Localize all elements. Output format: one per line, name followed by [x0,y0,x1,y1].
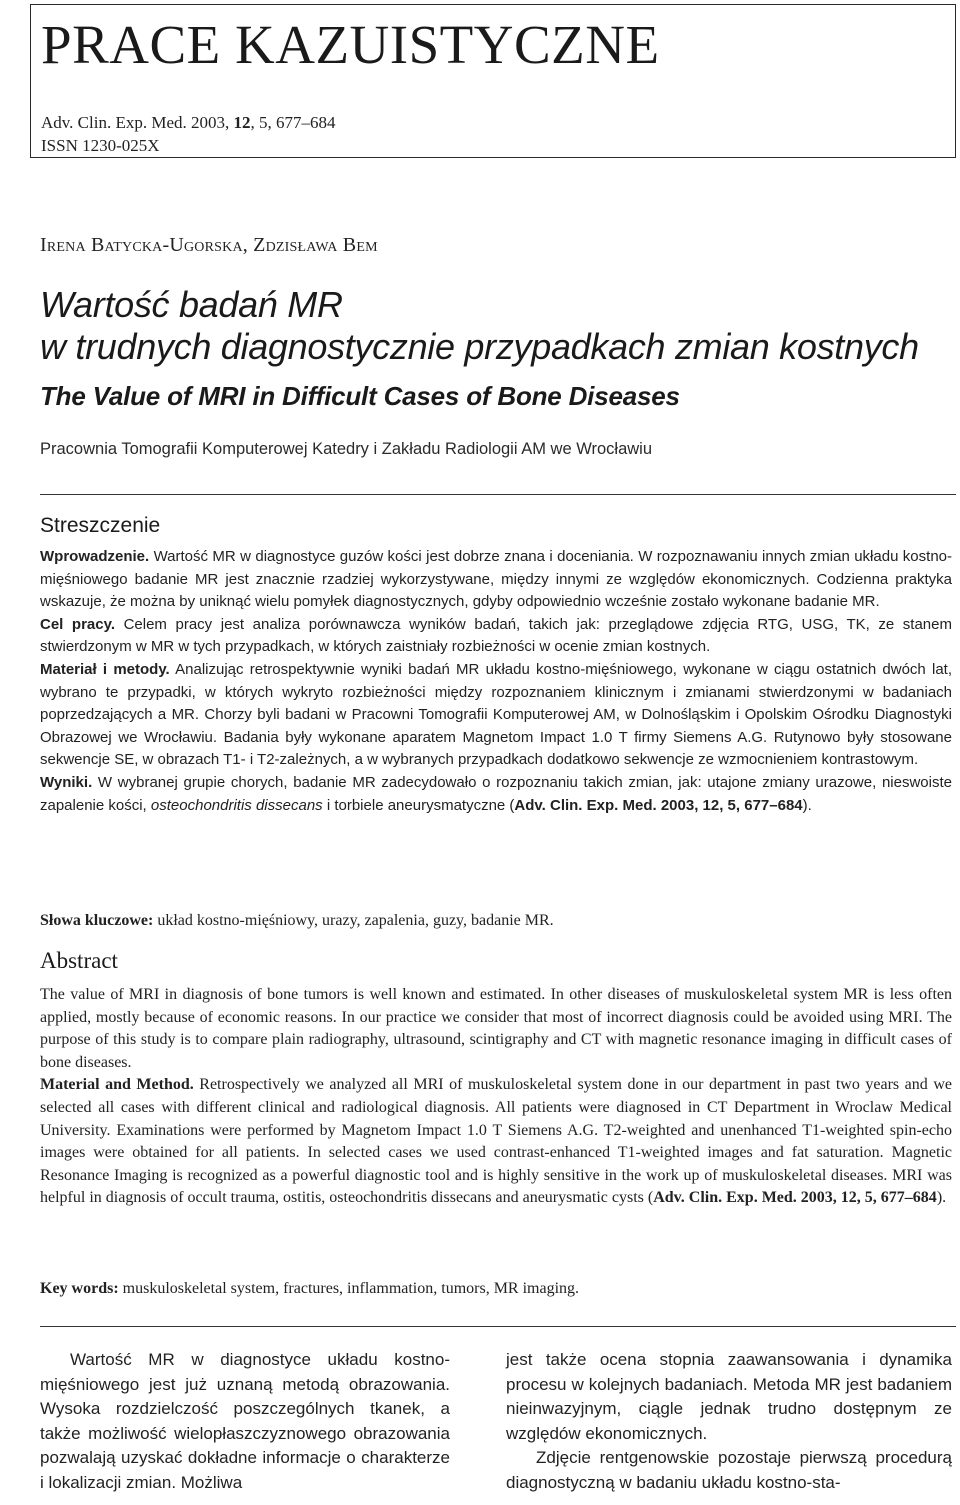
title-polish [40,284,919,368]
streszczenie-results: Wyniki. W wybranej grupie chorych, badanie MR zadecydowało o rozpoznaniu takich zmian, jak: utajone zmiany urazowe, nieswoiste zapalenie kości, osteochondritis dissecans i torbiele aneurysmatyczne (Adv. Clin. Exp. Med. 2003, 12, 5, 677–684). [40,773,952,814]
streszczenie-heading: Streszczenie [40,514,161,537]
journal-citation [41,111,336,157]
body-paragraph: jest także ocena stopnia zaawansowania i dynamika procesu w kolejnych badaniach. Metoda MR jest badaniem nieinwazyjnym, ciągle jednak trudno dostępnym ze względów ekonomicznych. [506,1350,952,1443]
title-polish-line-1: Wartość badań MR [40,284,343,325]
streszczenie-intro: Wprowadzenie. Wartość MR w diagnostyce guzów kości jest dobrze znana i doceniania. W rozpoznawaniu innych zmian układu kostno-mięśniowego badanie MR jest znacznie rzadziej wykorzystywane, między innymi ze względów ekonomicznych. Codzienna praktyka wskazuje, że można by uniknąć wielu pomyłek diagnostycznych, gdyby odpowiednio wcześnie zostało wykonane badanie MR. [40,548,952,611]
streszczenie-methods: Materiał i metody. Analizując retrospektywnie wyniki badań MR układu kostno-mięśniowego, wykonane w ciągu ostatnich dwóch lat, wybrano te przypadki, w których wykryto rozbieżności między rozpoznaniem klinicznym i zmianami stwierdzonymi w badaniach poprzedzających a MR. Chorzy byli badani w Pracowni Tomografii Komputerowej AM, w Dolnośląskim i Opolskim Ośrodku Diagnostyki Obrazowej we Wrocławiu. Badania były wykonane aparatem Magnetom Impact 1.0 T firmy Siemens A.G. Rutynowo były stosowane sekwencje SE, w obrazach T1- i T2-zależnych, a w wybranych przypadkach dodatkowo sekwencje ze wzmocnieniem kontrastowym. [40,660,953,769]
section-title: PRACE KAZUISTYCZNE [41,14,660,75]
body-column-right [506,1348,952,1495]
abstract-body [40,984,952,1210]
journal-issn: ISSN 1230-025X [41,136,160,155]
label-wprowadzenie: Wprowadzenie. [40,548,150,565]
journal-suffix: , 5, 677–684 [250,113,336,132]
label-material-method: Material and Method. [40,1076,194,1094]
divider-bottom [40,1326,956,1327]
body-paragraph: Wartość MR w diagnostyce układu kostno-mięśniowego jest już uznaną metodą obrazowania. Wysoka rozdzielczość poszczególnych tkanek, a także możliwość wielopłaszczyznowego obrazowania pozwalają uzyskać dokładne informacje o charakterze i lokalizacji zmian. Możliwa [40,1350,450,1492]
streszczenie-aim: Cel pracy. Celem pracy jest analiza porównawcza wyników badań, takich jak: przeglądowe zdjęcia RTG, USG, TK, ze stanem stwierdzonym w MR w tych przypadkach, w których zaistniały rozbieżności w ocenie zmian kostnych. [40,615,952,656]
header-box [30,4,956,158]
authors: Irena Batycka-Ugorska, Zdzisława Bem [40,234,378,256]
citation-en: Adv. Clin. Exp. Med. 2003, 12, 5, 677–684 [653,1189,937,1207]
body-paragraph: Zdjęcie rentgenowskie pozostaje pierwszą procedurą diagnostyczną w badaniu układu kostno-sta- [506,1448,952,1492]
abstract-methods: Material and Method. Retrospectively we analyzed all MRI of muskuloskeletal system done in our department in past two years and we selected all cases with different clinical and radiological diagnosis. All patients were diagnosed in CT Department in Wroclaw Medical University. Examinations were performed by Magnetom Impact 1.0 T Siemens A.G. T2-weighted and unenhanced T1-weighted spin-echo images were obtained for all patients. In selected cases we used contrast-enhanced T1-weighted images and fat saturation. Magnetic Resonance Imaging is recognized as a powerful diagnostic tool and is highly sensitive in the work up of muskuloskeletal diseases. MRI was helpful in diagnosis of occult trauma, ostitis, osteochondritis dissecans and aneurysmatic cysts (Adv. Clin. Exp. Med. 2003, 12, 5, 677–684). [40,1076,952,1207]
streszczenie-body [40,546,952,817]
divider-top [40,494,956,495]
keywords-polish-label: Słowa kluczowe: [40,912,154,929]
label-material-metody: Materiał i metody. [40,660,170,678]
title-polish-line-2: w trudnych diagnostycznie przypadkach zmian kostnych [40,326,919,367]
abstract-heading: Abstract [40,948,118,973]
journal-line [41,111,336,134]
keywords-english: Key words: muskuloskeletal system, fractures, inflammation, tumors, MR imaging. [40,1280,580,1297]
abstract-intro: The value of MRI in diagnosis of bone tumors is well known and estimated. In other diseases of muskuloskeletal system MR is less often applied, mostly because of economic reasons. In our practice we consider that most of incorrect diagnosis could be avoided using MRI. The purpose of this study is to compare plain radiography, ultrasound, scintigraphy and CT with magnetic resonance imaging in difficult cases of bone diseases. [40,986,952,1071]
label-wyniki: Wyniki. [40,773,93,791]
affiliation: Pracownia Tomografii Komputerowej Katedry i Zakładu Radiologii AM we Wrocławiu [40,440,652,458]
citation-pl: Adv. Clin. Exp. Med. 2003, 12, 5, 677–684 [514,796,803,814]
label-cel-pracy: Cel pracy. [40,615,115,633]
keywords-polish: Słowa kluczowe: układ kostno-mięśniowy, urazy, zapalenia, guzy, badanie MR. [40,912,554,929]
journal-volume: 12 [233,113,251,132]
body-column-left [40,1348,450,1495]
keywords-english-label: Key words: [40,1280,119,1297]
title-english: The Value of MRI in Difficult Cases of Bone Diseases [40,381,680,411]
journal-prefix: Adv. Clin. Exp. Med. 2003, [41,113,234,132]
